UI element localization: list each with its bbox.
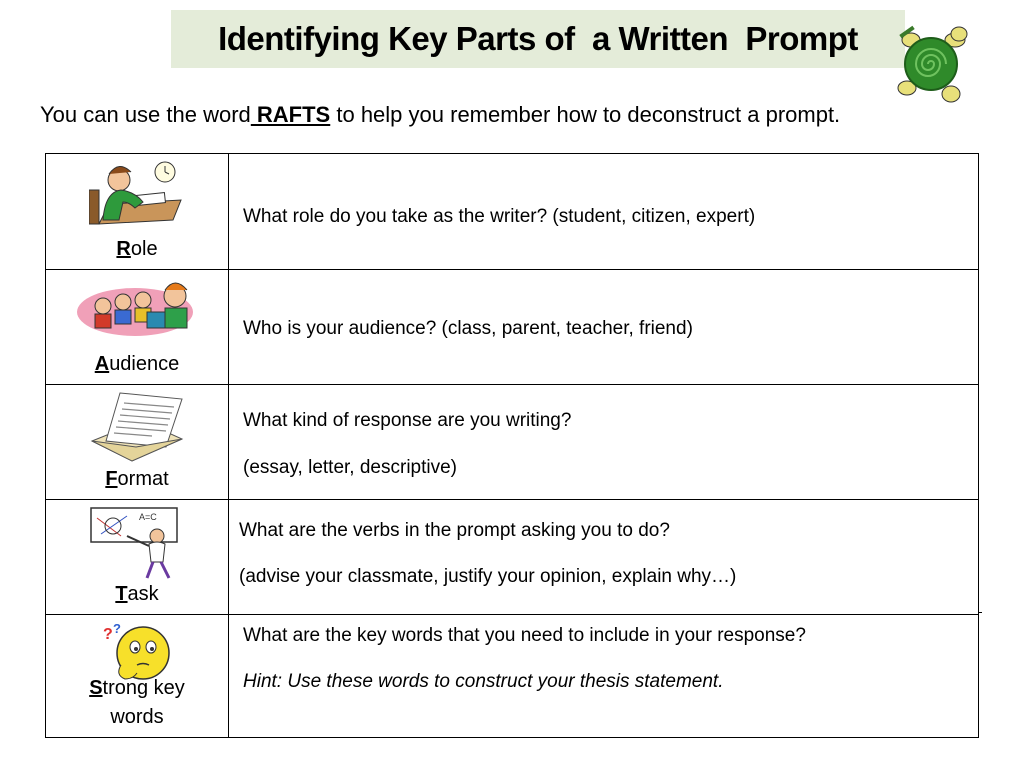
role-label — [46, 235, 228, 264]
format-label — [46, 465, 228, 494]
role-question: What role do you take as the writer? (student, citizen, expert) — [243, 206, 756, 227]
format-text-cell — [229, 385, 979, 500]
role-rest: ole — [130, 238, 158, 260]
rafts-table — [45, 153, 979, 738]
page-title: Identifying Key Parts of a Written Prompt — [218, 20, 858, 57]
svg-text:A=C: A=C — [139, 512, 157, 522]
table-row-strong-key-words — [46, 615, 979, 738]
audience-question: Who is your audience? (class, parent, teacher, friend) — [243, 318, 693, 339]
role-letter: R — [116, 238, 131, 260]
subtitle-after: to help you remember how to deconstruct a prompt. — [330, 102, 841, 127]
strong-words-question: What are the key words that you need to include in your response? — [243, 625, 806, 646]
title-banner — [171, 10, 905, 68]
task-label — [46, 580, 228, 609]
rafts-keyword: RAFTS — [250, 102, 331, 127]
table-row-format — [46, 385, 979, 500]
svg-text:?: ? — [113, 621, 121, 636]
role-icon-cell — [46, 154, 229, 270]
strong-words-text-cell — [229, 615, 979, 738]
letter-envelope-icon — [82, 391, 192, 463]
audience-letter: A — [94, 353, 110, 375]
task-letter: T — [115, 583, 128, 605]
audience-rest: udience — [109, 353, 180, 375]
format-icon-cell — [46, 385, 229, 500]
task-question: What are the verbs in the prompt asking you to do? — [239, 520, 670, 541]
strong-letter: S — [89, 677, 103, 699]
format-letter: F — [105, 468, 118, 490]
strong-words-label — [46, 674, 228, 732]
student-writing-icon — [89, 160, 185, 226]
instruction-text — [40, 102, 840, 128]
table-row-task — [46, 500, 979, 615]
role-text-cell — [229, 154, 979, 270]
turtle-mascot-icon — [893, 22, 973, 106]
audience-text-cell — [229, 270, 979, 385]
audience-group-icon — [77, 276, 197, 342]
thesis-hint: Hint: Use these words to construct your thesis statement. — [243, 671, 724, 692]
task-examples: (advise your classmate, justify your opinion, explain why…) — [239, 566, 737, 587]
subtitle-before: You can use the word — [40, 102, 251, 127]
strong-rest: trong key — [102, 677, 185, 699]
format-question: What kind of response are you writing? — [243, 410, 572, 431]
table-row-audience — [46, 270, 979, 385]
teacher-board-icon — [87, 506, 187, 580]
svg-text:?: ? — [103, 626, 113, 643]
strong-words-icon-cell — [46, 615, 229, 738]
row-divider-stub — [979, 612, 982, 613]
audience-label — [46, 350, 228, 379]
format-rest: ormat — [117, 468, 169, 490]
format-examples: (essay, letter, descriptive) — [243, 457, 458, 478]
strong-words-second-line: words — [110, 706, 164, 728]
task-icon-cell — [46, 500, 229, 615]
audience-icon-cell — [46, 270, 229, 385]
table-row-role — [46, 154, 979, 270]
task-rest: ask — [127, 583, 159, 605]
task-text-cell — [229, 500, 979, 615]
